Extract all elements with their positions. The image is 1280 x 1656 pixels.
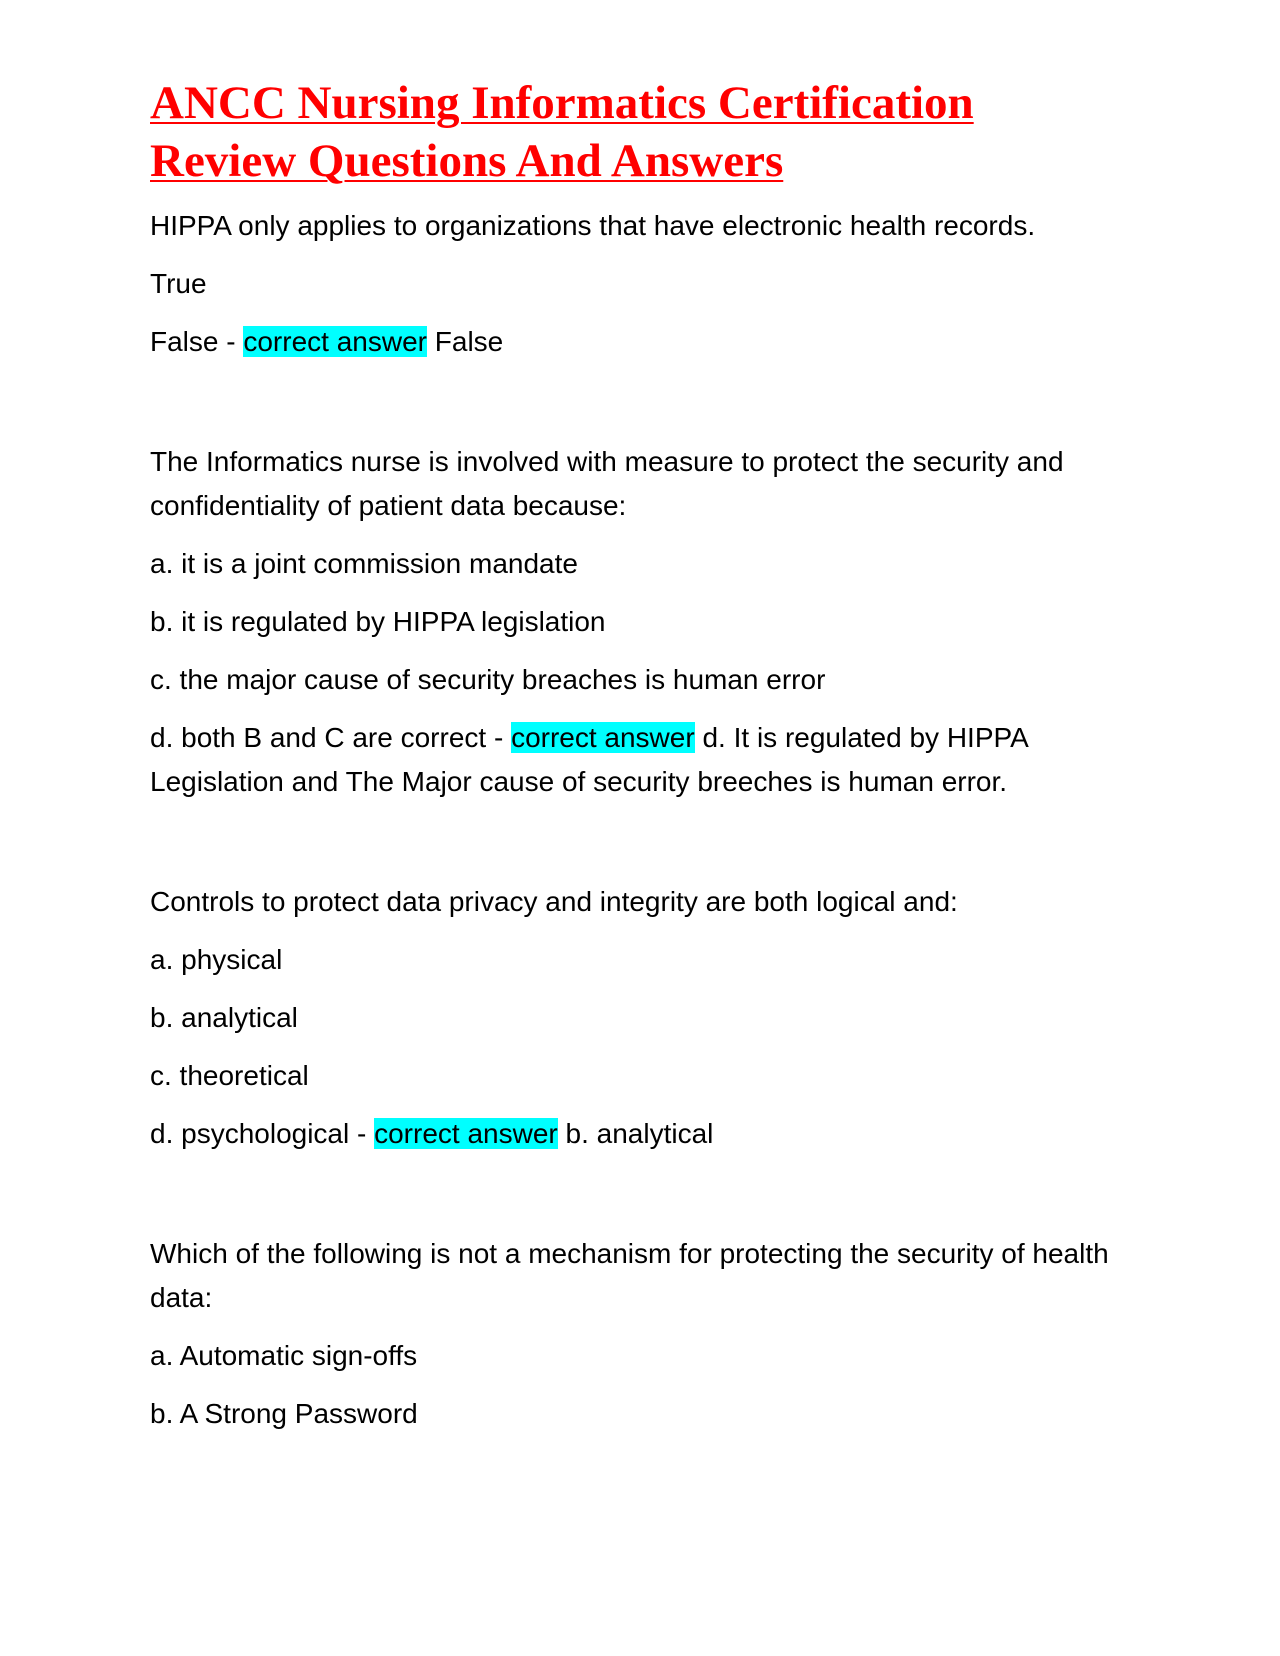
paragraph-gap: [150, 818, 1140, 880]
answer-prefix: False -: [150, 326, 244, 357]
question-2-option-a: a. it is a joint commission mandate: [150, 548, 578, 579]
question-3-option-a: a. physical: [150, 944, 283, 975]
question-3: [150, 880, 1140, 1156]
question-4-option-b: b. A Strong Password: [150, 1398, 418, 1429]
answer-text: False: [434, 326, 504, 357]
answer-text: d. It is regulated by HIPPA Legislation and The Major cause of security breeches is human error.: [150, 722, 1028, 797]
paragraph-gap: [150, 1170, 1140, 1232]
question-3-option-c: c. theoretical: [150, 1060, 309, 1091]
question-1-answer-line: [150, 320, 1140, 364]
question-1-text: HIPPA only applies to organizations that have electronic health records.: [150, 210, 1036, 241]
document-title-line-1: ANCC Nursing Informatics Certification: [150, 77, 974, 129]
document-title-line-2: Review Questions And Answers: [150, 135, 784, 187]
question-2-option-c: c. the major cause of security breaches is human error: [150, 664, 826, 695]
question-2: [150, 440, 1140, 804]
document-title: [150, 74, 1140, 190]
question-4-option-a: a. Automatic sign-offs: [150, 1340, 418, 1371]
question-2-text: The Informatics nurse is involved with measure to protect the security and confidentiality of patient data because:: [150, 446, 1064, 521]
correct-answer-highlight: correct answer: [511, 722, 695, 753]
question-2-option-b: b. it is regulated by HIPPA legislation: [150, 606, 606, 637]
answer-text: b. analytical: [565, 1118, 714, 1149]
question-2-answer-line: [150, 716, 1140, 804]
answer-prefix: d. psychological -: [150, 1118, 375, 1149]
document-page: [150, 74, 1140, 1450]
question-4-text: Which of the following is not a mechanism for protecting the security of health data:: [150, 1238, 1109, 1313]
question-3-answer-line: [150, 1112, 1140, 1156]
paragraph-gap: [150, 378, 1140, 440]
question-1: [150, 204, 1140, 364]
correct-answer-highlight: correct answer: [243, 326, 427, 357]
question-4: [150, 1232, 1140, 1436]
question-3-option-b: b. analytical: [150, 1002, 298, 1033]
correct-answer-highlight: correct answer: [374, 1118, 558, 1149]
question-1-option-true: True: [150, 268, 207, 299]
question-3-text: Controls to protect data privacy and integrity are both logical and:: [150, 886, 958, 917]
answer-prefix: d. both B and C are correct -: [150, 722, 512, 753]
